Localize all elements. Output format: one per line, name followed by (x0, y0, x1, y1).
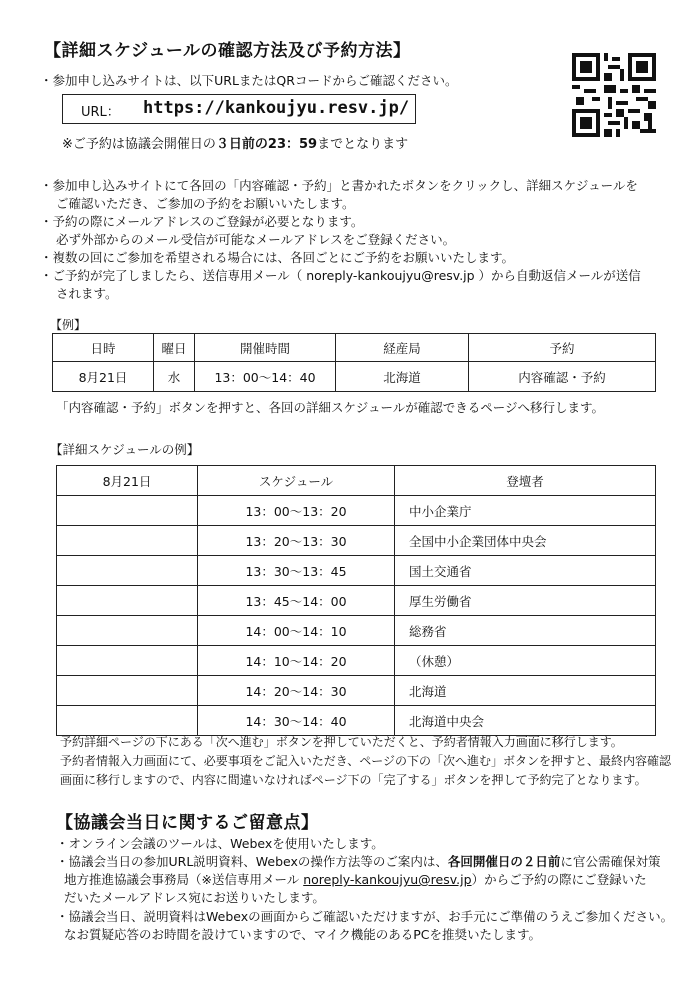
time-cell: 13：30～13：45 (198, 556, 395, 586)
schedule-header-cell: スケジュール (198, 466, 395, 496)
example-cell: 北海道 (336, 362, 469, 392)
time-cell: 14：10～14：20 (198, 646, 395, 676)
example-table (52, 333, 656, 392)
time-cell: 14：20～14：30 (198, 676, 395, 706)
time-cell: 13：00～13：20 (198, 496, 395, 526)
notice-line-1: ・オンライン会議のツールは、Webexを使用いたします。 (56, 836, 384, 851)
example-header-cell: 曜日 (154, 334, 195, 362)
example-header-cell: 開催時間 (195, 334, 336, 362)
table-row (57, 586, 656, 616)
bullet-2b: 必ず外部からのメール受信が可能なメールアドレスをご登録ください。 (56, 232, 456, 247)
notice-line-3: 地方推進協議会事務局（※送信専用メール noreply-kankoujyu@resv.jp）からご予約の際にご登録いた (64, 872, 647, 887)
bullet-1b: ご確認いただき、ご参加の予約をお願いいたします。 (56, 196, 355, 211)
time-cell: 13：45～14：00 (198, 586, 395, 616)
example-cell: 水 (154, 362, 195, 392)
schedule-header-row (57, 466, 656, 496)
table-row (57, 676, 656, 706)
notice-line-2: ・協議会当日の参加URL説明資料、Webexの操作方法等のご案内は、各回開催日の２日前に官公需確保対策 (56, 854, 661, 869)
example-cell: 8月21日 (53, 362, 154, 392)
url-label: URL： (81, 105, 120, 120)
section1-title: 【詳細スケジュールの確認方法及び予約方法】 (44, 41, 411, 61)
speaker-cell: 国土交通省 (395, 556, 656, 586)
table-row (57, 646, 656, 676)
example-cell: 13：00～14：40 (195, 362, 336, 392)
example-header-cell: 日時 (53, 334, 154, 362)
intro-text: ・参加申し込みサイトは、以下URLまたはQRコードからご確認ください。 (40, 73, 458, 88)
example-header-cell: 予約 (469, 334, 656, 362)
url-box (62, 94, 416, 124)
bullet-4b: されます。 (56, 286, 118, 301)
table-row (57, 706, 656, 736)
bullet-2a: ・予約の際にメールアドレスのご登録が必要となります。 (40, 214, 364, 229)
notice-line-5: ・協議会当日、説明資料はWebexの画面からご確認いただけますが、お手元にご準備のうえご参加ください。 (56, 909, 674, 924)
bullet-1a: ・参加申し込みサイトにて各回の「内容確認・予約」と書かれたボタンをクリックし、詳細スケジュールを (40, 178, 638, 193)
notice-line-6: なお質疑応答のお時間を設けていますので、マイク機能のあるPCを推奨いたします。 (64, 927, 542, 942)
schedule-note-3: 画面に移行しますので、内容に間違いなければページ下の「完了する」ボタンを押して予約完了となります。 (60, 773, 647, 787)
section2-title: 【協議会当日に関するご留意点】 (56, 813, 319, 833)
schedule-table (56, 465, 656, 736)
speaker-cell: 全国中小企業団体中央会 (395, 526, 656, 556)
example-data-row (53, 362, 656, 392)
schedule-header-cell: 登壇者 (395, 466, 656, 496)
example-header-cell: 経産局 (336, 334, 469, 362)
table-row (57, 496, 656, 526)
deadline-note: ※ご予約は協議会開催日の３日前の23：59までとなります (62, 137, 409, 152)
qr-code-icon[interactable] (572, 53, 656, 137)
time-cell: 14：30～14：40 (198, 706, 395, 736)
speaker-cell: 北海道 (395, 676, 656, 706)
example-label: 【例】 (50, 318, 87, 332)
notice-line-4: だいたメールアドレス宛にお送りいたします。 (64, 890, 325, 905)
table-row (57, 556, 656, 586)
speaker-cell: 中小企業庁 (395, 496, 656, 526)
url-link[interactable]: https://kankoujyu.resv.jp/ (143, 98, 410, 118)
schedule-header-cell: 8月21日 (57, 466, 198, 496)
schedule-note-1: 予約詳細ページの下にある「次へ進む」ボタンを押していただくと、予約者情報入力画面に移行します。 (60, 735, 623, 749)
time-cell: 14：00～14：10 (198, 616, 395, 646)
bullet-3: ・複数の回にご参加を希望される場合には、各回ごとにご予約をお願いいたします。 (40, 250, 515, 265)
speaker-cell: 総務省 (395, 616, 656, 646)
schedule-label: 【詳細スケジュールの例】 (50, 442, 200, 457)
reserve-button[interactable]: 内容確認・予約 (469, 362, 656, 392)
time-cell: 13：20～13：30 (198, 526, 395, 556)
speaker-cell: 北海道中央会 (395, 706, 656, 736)
speaker-cell: 厚生労働省 (395, 586, 656, 616)
schedule-note-2: 予約者情報入力画面にて、必要事項をご記入いただき、ページの下の「次へ進む」ボタンを押すと、最終内容確認 (60, 754, 672, 768)
table-row (57, 616, 656, 646)
table-row (57, 526, 656, 556)
example-header-row (53, 334, 656, 362)
example-note: 「内容確認・予約」ボタンを押すと、各回の詳細スケジュールが確認できるページへ移行します。 (56, 400, 605, 415)
speaker-cell: （休憩） (395, 646, 656, 676)
noreply-email-link[interactable]: noreply-kankoujyu@resv.jp (303, 872, 472, 887)
bullet-4a: ・ご予約が完了しましたら、送信専用メール（ noreply-kankoujyu@resv.jp ）から自動返信メールが送信 (40, 268, 641, 283)
